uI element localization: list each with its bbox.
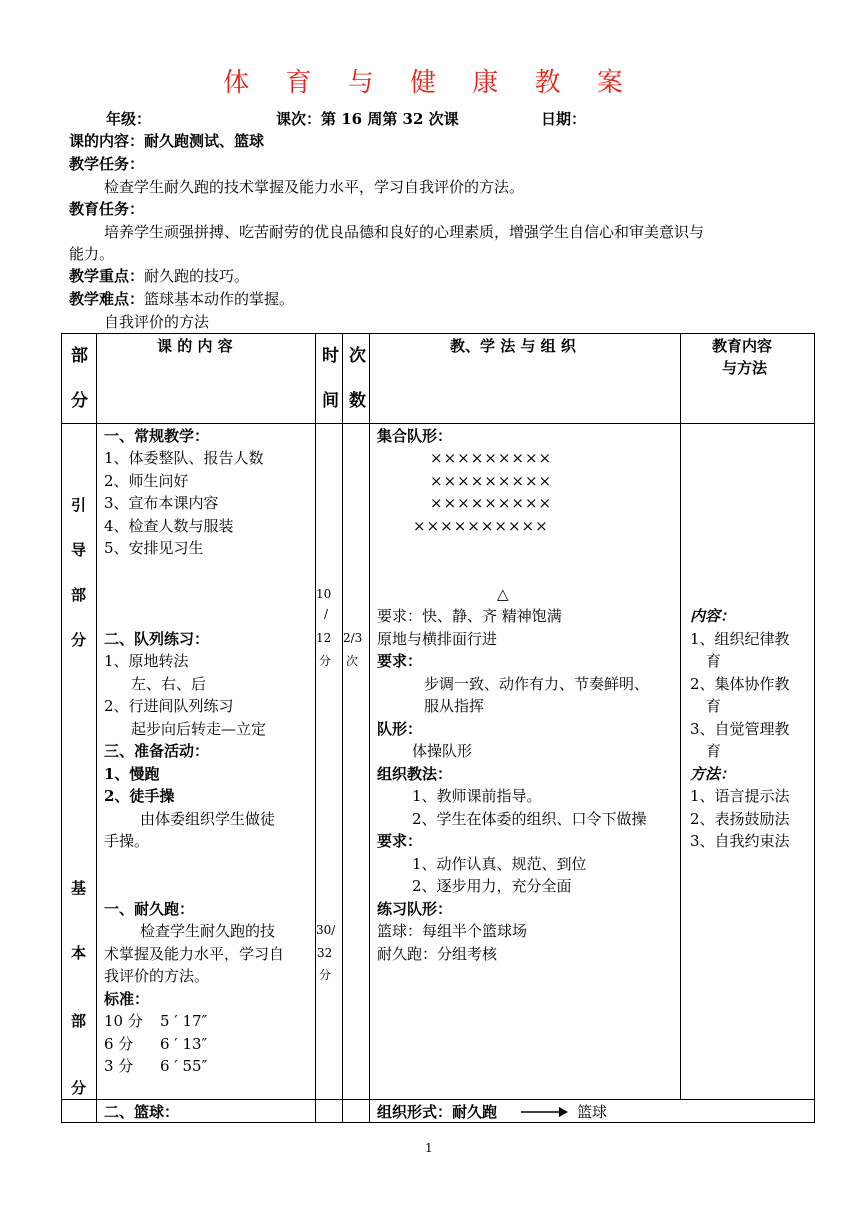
header-time-2: 间 xyxy=(322,391,339,411)
requirement-1: 要求：快、静、齐 精神饱满 xyxy=(377,607,562,625)
edu-content-item: 2、集体协作教 xyxy=(690,675,790,693)
intro-part-char-3: 部 xyxy=(71,586,87,604)
formation-row: ××××××××× xyxy=(430,494,553,512)
standard-score: 6 分 xyxy=(104,1035,134,1053)
requirement-2-label: 要求： xyxy=(377,652,423,670)
intro-count: 次 xyxy=(346,654,359,668)
basic-time: 30/ xyxy=(316,923,336,937)
standard-time: 6 ′ 55″ xyxy=(160,1057,208,1075)
routine-title: 一、常规教学： xyxy=(104,427,210,445)
standard-score: 3 分 xyxy=(104,1057,134,1075)
practice-label: 练习队形： xyxy=(377,900,453,918)
warmup-text: 手操。 xyxy=(104,832,150,850)
header-part-2: 分 xyxy=(71,391,88,411)
requirement-2-text: 步调一致、动作有力、节奏鲜明、 xyxy=(424,675,650,693)
key-point: 教学重点：耐久跑的技巧。 xyxy=(69,267,250,285)
routine-item: 2、师生问好 xyxy=(104,472,189,490)
header-count-1: 次 xyxy=(349,346,366,366)
drill-item: 起步向后转走—立定 xyxy=(131,720,267,738)
routine-item: 3、宣布本课内容 xyxy=(104,494,219,512)
shape-label: 队形： xyxy=(377,720,423,738)
run-text: 我评价的方法。 xyxy=(104,967,210,985)
warmup-exercise: 2、徒手操 xyxy=(104,787,175,805)
edu-method-item: 2、表扬鼓励法 xyxy=(690,810,790,828)
intro-part-char-2: 导 xyxy=(71,541,87,559)
edu-method-label: 方法： xyxy=(690,765,736,783)
header-time-1: 时 xyxy=(322,346,339,366)
edu-content-item: 3、自觉管理教 xyxy=(690,720,790,738)
intro-time: 分 xyxy=(319,654,332,668)
lesson-number: 课次：第 16 周第 32 次课 xyxy=(276,110,459,128)
lesson-content: 课的内容：耐久跑测试、篮球 xyxy=(69,132,265,150)
drill-item: 左、右、后 xyxy=(131,675,207,693)
intro-time: 10 xyxy=(316,587,332,601)
drill-item: 1、原地转法 xyxy=(104,652,189,670)
basic-part-char-2: 本 xyxy=(71,944,87,962)
standard-label: 标准： xyxy=(104,990,150,1008)
header-method: 教、学 法 与 组 织 xyxy=(450,337,576,355)
warmup-title: 三、准备活动： xyxy=(104,742,210,760)
routine-item: 4、检查人数与服装 xyxy=(104,517,234,535)
routine-item: 1、体委整队、报告人数 xyxy=(104,449,264,467)
intro-time: 12 xyxy=(316,631,332,645)
org-item: 2、学生在体委的组织、口令下做操 xyxy=(412,810,647,828)
edu-content-item-cont: 育 xyxy=(706,742,722,760)
standard-time: 5 ′ 17″ xyxy=(160,1012,208,1030)
difficulty-extra: 自我评价的方法 xyxy=(104,313,210,331)
run-text: 检查学生耐久跑的技 xyxy=(140,922,276,940)
org-item: 1、教师课前指导。 xyxy=(412,787,542,805)
basic-part-char-4: 分 xyxy=(71,1079,87,1097)
warmup-text: 由体委组织学生做徒 xyxy=(140,810,276,828)
warmup-jog: 1、慢跑 xyxy=(104,765,160,783)
header-content: 课 的 内 容 xyxy=(157,337,233,355)
date-label: 日期： xyxy=(541,110,587,128)
org-form: 组织形式：耐久跑 xyxy=(377,1103,498,1121)
run-text: 术掌握及能力水平，学习自 xyxy=(104,945,285,963)
formation-row: ×××××××××× xyxy=(413,517,549,535)
formation-row: ××××××××× xyxy=(430,449,553,467)
header-edu-2: 与方法 xyxy=(722,359,768,377)
shape-value: 体操队形 xyxy=(412,742,473,760)
edu-content-item: 1、组织纪律教 xyxy=(690,630,790,648)
edu-method-item: 3、自我约束法 xyxy=(690,832,790,850)
run-title: 一、耐久跑： xyxy=(104,900,195,918)
basketball-title: 二、篮球： xyxy=(104,1103,180,1121)
org-label: 组织教法： xyxy=(377,765,453,783)
intro-time: / xyxy=(324,607,329,621)
basic-time: 分 xyxy=(319,968,332,982)
edu-content-item-cont: 育 xyxy=(706,697,722,715)
education-task-line1: 培养学生顽强拼搏、吃苦耐劳的优良品德和良好的心理素质，增强学生自信心和审美意识与 xyxy=(104,223,705,241)
intro-part-char-4: 分 xyxy=(71,631,87,649)
edu-content-label: 内容： xyxy=(690,607,736,625)
header-part-1: 部 xyxy=(71,346,88,366)
edu-method-item: 1、语言提示法 xyxy=(690,787,790,805)
header-count-2: 数 xyxy=(349,391,366,411)
teaching-task-text: 检查学生耐久跑的技术掌握及能力水平，学习自我评价的方法。 xyxy=(104,178,525,196)
march-text: 原地与横排面行进 xyxy=(377,630,498,648)
teaching-task-label: 教学任务： xyxy=(69,155,145,173)
requirement-2-text: 服从指挥 xyxy=(424,697,485,715)
practice-basketball: 篮球：每组半个篮球场 xyxy=(377,922,528,940)
standard-score: 10 分 xyxy=(104,1012,143,1030)
requirement-3-item: 1、动作认真、规范、到位 xyxy=(412,855,587,873)
org-form-target: 篮球 xyxy=(577,1103,608,1121)
basic-part-char-3: 部 xyxy=(71,1012,87,1030)
practice-run: 耐久跑：分组考核 xyxy=(377,945,498,963)
formation-row: ××××××××× xyxy=(430,472,553,490)
arrow-right-icon xyxy=(521,1104,569,1120)
teacher-triangle-icon: △ xyxy=(497,585,509,603)
header-edu-1: 教育内容 xyxy=(712,337,773,355)
drill-item: 2、行进间队列练习 xyxy=(104,697,234,715)
page-number: 1 xyxy=(425,1141,433,1155)
requirement-3-item: 2、逐步用力，充分全面 xyxy=(412,877,572,895)
requirement-3-label: 要求： xyxy=(377,832,423,850)
standard-time: 6 ′ 13″ xyxy=(160,1035,208,1053)
grade-label: 年级： xyxy=(106,110,152,128)
intro-count: 2/3 xyxy=(343,631,363,645)
edu-content-item-cont: 育 xyxy=(706,652,722,670)
routine-item: 5、安排见习生 xyxy=(104,539,204,557)
basic-part-char-1: 基 xyxy=(71,879,87,897)
difficulty: 教学难点：篮球基本动作的掌握。 xyxy=(69,290,295,308)
education-task-label: 教育任务： xyxy=(69,200,145,218)
education-task-line2: 能力。 xyxy=(69,245,115,263)
page-title: 体 育 与 健 康 教 案 xyxy=(223,68,637,98)
drill-title: 二、队列练习： xyxy=(104,630,210,648)
intro-part-char-1: 引 xyxy=(71,496,87,514)
formation-label: 集合队形： xyxy=(377,427,453,445)
basic-time: 32 xyxy=(317,946,333,960)
